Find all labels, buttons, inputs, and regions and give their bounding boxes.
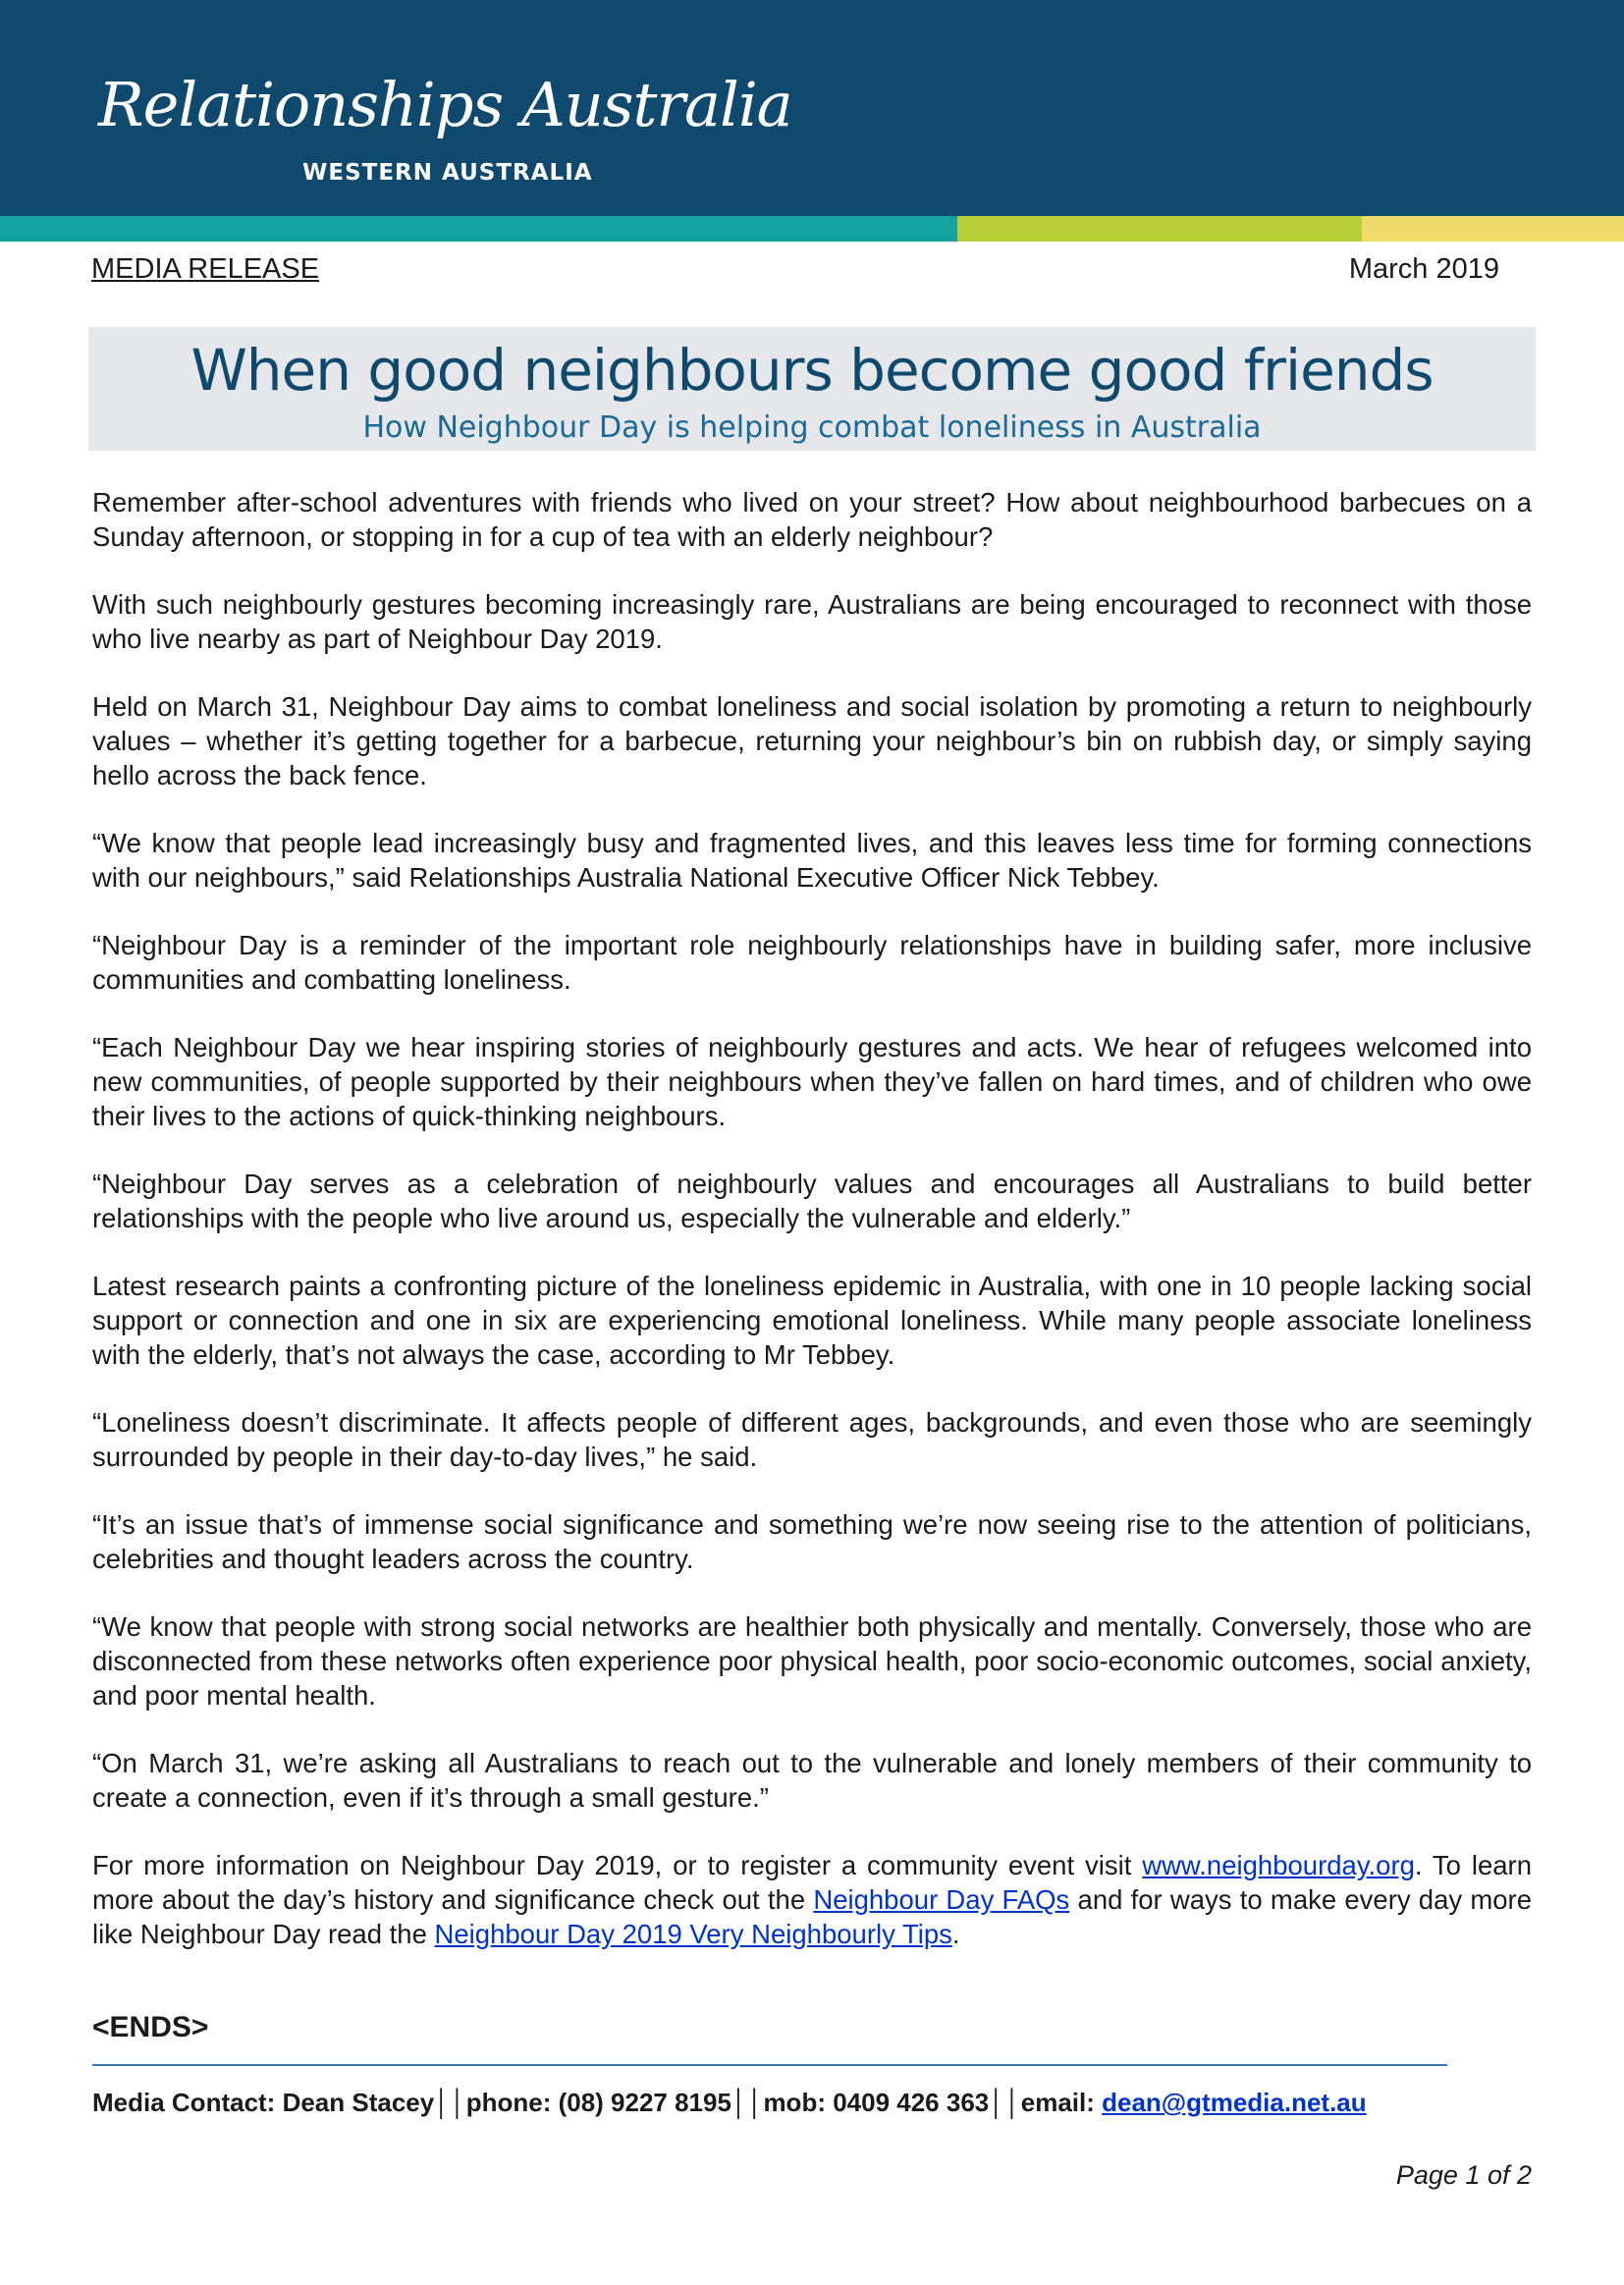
final-text-1: For more information on Neighbour Day 2019, or to register a community event visit [92, 1850, 1143, 1880]
ends-marker: <ENDS> [92, 2011, 209, 2043]
paragraph: “Neighbour Day serves as a celebration of neighbourly values and encourages all Australians to build better relationships with the people who live around us, especially the vulnerable and elderly.” [92, 1169, 1532, 1233]
header-banner [0, 0, 1624, 216]
divider [92, 2064, 1447, 2066]
article-body [92, 485, 1532, 1985]
paragraph: Remember after-school adventures with friends who lived on your street? How about neighbourhood barbecues on a Sunday afternoon, or stopping in for a cup of tea with an elderly neighbour? [92, 487, 1532, 552]
release-date: March 2019 [1348, 253, 1499, 285]
final-text-3: and for ways to make every day more like Neighbour Day read the [92, 1884, 1533, 1949]
paragraph: “On March 31, we’re asking all Australians to reach out to the vulnerable and lonely members of their community to create a connection, even if it’s through a small gesture.” [92, 1748, 1532, 1813]
paragraph: With such neighbourly gestures becoming increasingly rare, Australians are being encouraged to reconnect with those who live nearby as part of Neighbour Day 2019. [92, 589, 1532, 654]
logo-region: WESTERN AUSTRALIA [302, 160, 593, 186]
faqs-link[interactable]: Neighbour Day FAQs [813, 1884, 1070, 1915]
page-number: Page 1 of 2 [1395, 2160, 1532, 2190]
paragraph: Held on March 31, Neighbour Day aims to combat loneliness and social isolation by promoting a return to neighbourly values – whether it’s getting together for a barbecue, returning your neighbour’s bin on rubbish day, or simply saying hello across the back fence. [92, 691, 1532, 790]
page-subtitle: How Neighbour Day is helping combat loneliness in Australia [362, 410, 1262, 445]
paragraph: “Neighbour Day is a reminder of the important role neighbourly relationships have in building safer, more inclusive communities and combatting loneliness. [92, 930, 1532, 995]
final-text-4: . [951, 1919, 960, 1949]
paragraph: “We know that people lead increasingly busy and fragmented lives, and this leaves less time for forming connections with our neighbours,” said Relationships Australia National Executive Officer Nick Tebbey. [92, 828, 1532, 893]
paragraph: “Loneliness doesn’t discriminate. It affects people of different ages, backgrounds, and even those who are seemingly surrounded by people in their day-to-day lives,” he said. [92, 1407, 1532, 1472]
tips-link[interactable]: Neighbour Day 2019 Very Neighbourly Tips [434, 1919, 952, 1949]
neighbourday-website-link[interactable]: www.neighbourday.org [1142, 1850, 1415, 1880]
stripe-yellow [1362, 216, 1624, 242]
contact-email-link[interactable]: dean@gtmedia.net.au [1102, 2088, 1367, 2117]
paragraph: “It’s an issue that’s of immense social significance and something we’re now seeing rise to the attention of politicians, celebrities and thought leaders across the country. [92, 1509, 1532, 1574]
paragraph: Latest research paints a confronting picture of the loneliness epidemic in Australia, with one in 10 people lacking social support or connection and one in six are experiencing emotional loneliness. While many people associate loneliness with the elderly, that’s not always the case, according to Mr Tebbey. [92, 1271, 1532, 1370]
media-contact [92, 2088, 1367, 2118]
release-label: MEDIA RELEASE [91, 253, 320, 285]
stripe-lime [957, 216, 1362, 242]
final-paragraph [92, 1848, 1532, 1951]
paragraph: “Each Neighbour Day we hear inspiring stories of neighbourly gestures and acts. We hear of refugees welcomed into new communities, of people supported by their neighbours when they’ve fallen on hard times, and of children who owe their lives to the actions of quick-thinking neighbours. [92, 1032, 1532, 1131]
logo: Relationships Australia [98, 69, 792, 140]
contact-text: Media Contact: Dean Stacey││phone: (08) 9227 8195││mob: 0409 426 363││email: [92, 2088, 1103, 2117]
page-title: When good neighbours become good friends [190, 337, 1434, 404]
stripe-teal [0, 216, 957, 242]
title-box [88, 327, 1536, 451]
final-text-2: . To learn more about the day’s history and significance check out the [92, 1850, 1532, 1915]
paragraph: “We know that people with strong social networks are healthier both physically and mentally. Conversely, those who are disconnected from these networks often experience poor physical health, poor socio-economic outcomes, social anxiety, and poor mental health. [92, 1611, 1532, 1711]
